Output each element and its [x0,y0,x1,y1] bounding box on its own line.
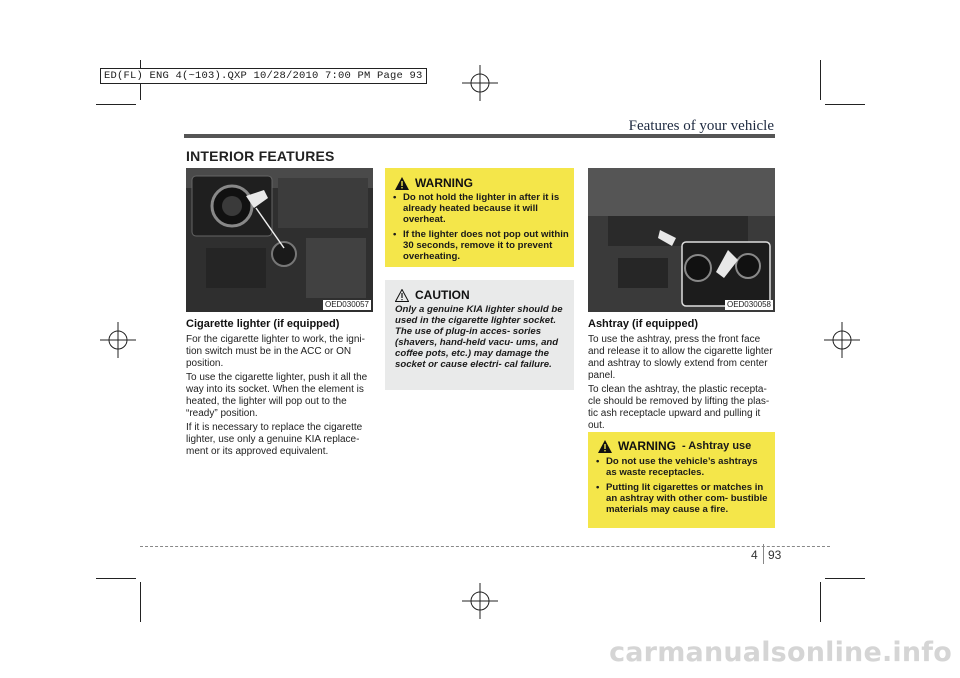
ashtray-body [588,334,776,434]
running-header: Features of your vehicle [628,118,774,134]
watermark: carmanualsonline.info [609,637,952,668]
warning-list [594,456,770,519]
crop-mark [820,60,821,100]
caution-box [385,280,574,390]
paragraph: To use the ashtray, press the front face and release it to allow the cigarette lighter and ashtray to slowly extend from center panel. [588,334,773,381]
warning-box [385,168,574,267]
paragraph: To clean the ashtray, the plastic recepta- cle should be removed by lifting the plas- tic ash receptacle upward and pulling it out. [588,384,770,431]
caution-title: CAUTION [415,288,470,302]
paragraph: To use the cigarette lighter, push it all the way into its socket. When the element is heated, the lighter will pop out to the “ready” position. [186,372,368,419]
warning-item: • Do not use the vehicle’s ashtrays as waste receptacles. [594,456,770,478]
footer-rule [140,546,830,547]
lighter-illustration [186,168,373,312]
crop-mark [96,104,136,105]
paragraph: For the cigarette lighter to work, the igni- tion switch must be in the ACC or ON position. [186,334,365,369]
page-separator [763,544,764,564]
crop-mark [96,578,136,579]
crop-mark [825,104,865,105]
caution-text: Only a genuine KIA lighter should be used in the cigarette lighter socket. The use of plug-in acces- sories (shavers, hand-held vacu- ums, and coffee pots, etc.) may damage the socket or cause electri- cal failure. [395,304,563,370]
warning-subtitle: - Ashtray use [682,440,752,452]
print-slug: ED(FL) ENG 4(~103).QXP 10/28/2010 7:00 PM Page 93 [100,68,427,84]
caution-triangle-icon [395,289,409,302]
registration-mark-icon [462,65,498,101]
crop-mark [140,582,141,622]
page-number: 93 [768,548,782,562]
chapter-number: 4 [751,548,758,562]
crop-mark [825,578,865,579]
registration-mark-icon [100,322,136,358]
ashtray-photo [588,168,775,312]
cigarette-lighter-photo [186,168,373,312]
header-rule [184,134,775,138]
registration-mark-icon [824,322,860,358]
warning-title: WARNING [415,176,473,190]
paragraph: If it is necessary to replace the cigarette lighter, use only a genuine KIA replace- ment or its approved equivalent. [186,422,363,457]
caution-header [395,288,470,302]
warning-triangle-icon [395,177,409,190]
ashtray-warning-box [588,432,775,528]
warning-list [391,192,569,266]
photo-code: OED030058 [726,300,771,309]
warning-item: • Putting lit cigarettes or matches in an ashtray with other com- bustible materials may cause a fire. [594,482,770,515]
ashtray-illustration [588,168,775,312]
photo-code: OED030057 [324,300,369,309]
warning-item: • If the lighter does not pop out within 30 seconds, remove it to prevent overheating. [391,229,569,262]
warning-triangle-icon [598,440,612,453]
warning-title: WARNING [618,439,676,453]
warning-item: • Do not hold the lighter in after it is already heated because it will overheat. [391,192,569,225]
section-title: INTERIOR FEATURES [186,148,335,164]
warning-header [395,176,473,190]
crop-mark [820,582,821,622]
cigarette-lighter-body [186,334,374,460]
cigarette-lighter-heading: Cigarette lighter (if equipped) [186,318,340,330]
warning-header [598,439,751,453]
registration-mark-icon [462,583,498,619]
ashtray-heading: Ashtray (if equipped) [588,318,699,330]
